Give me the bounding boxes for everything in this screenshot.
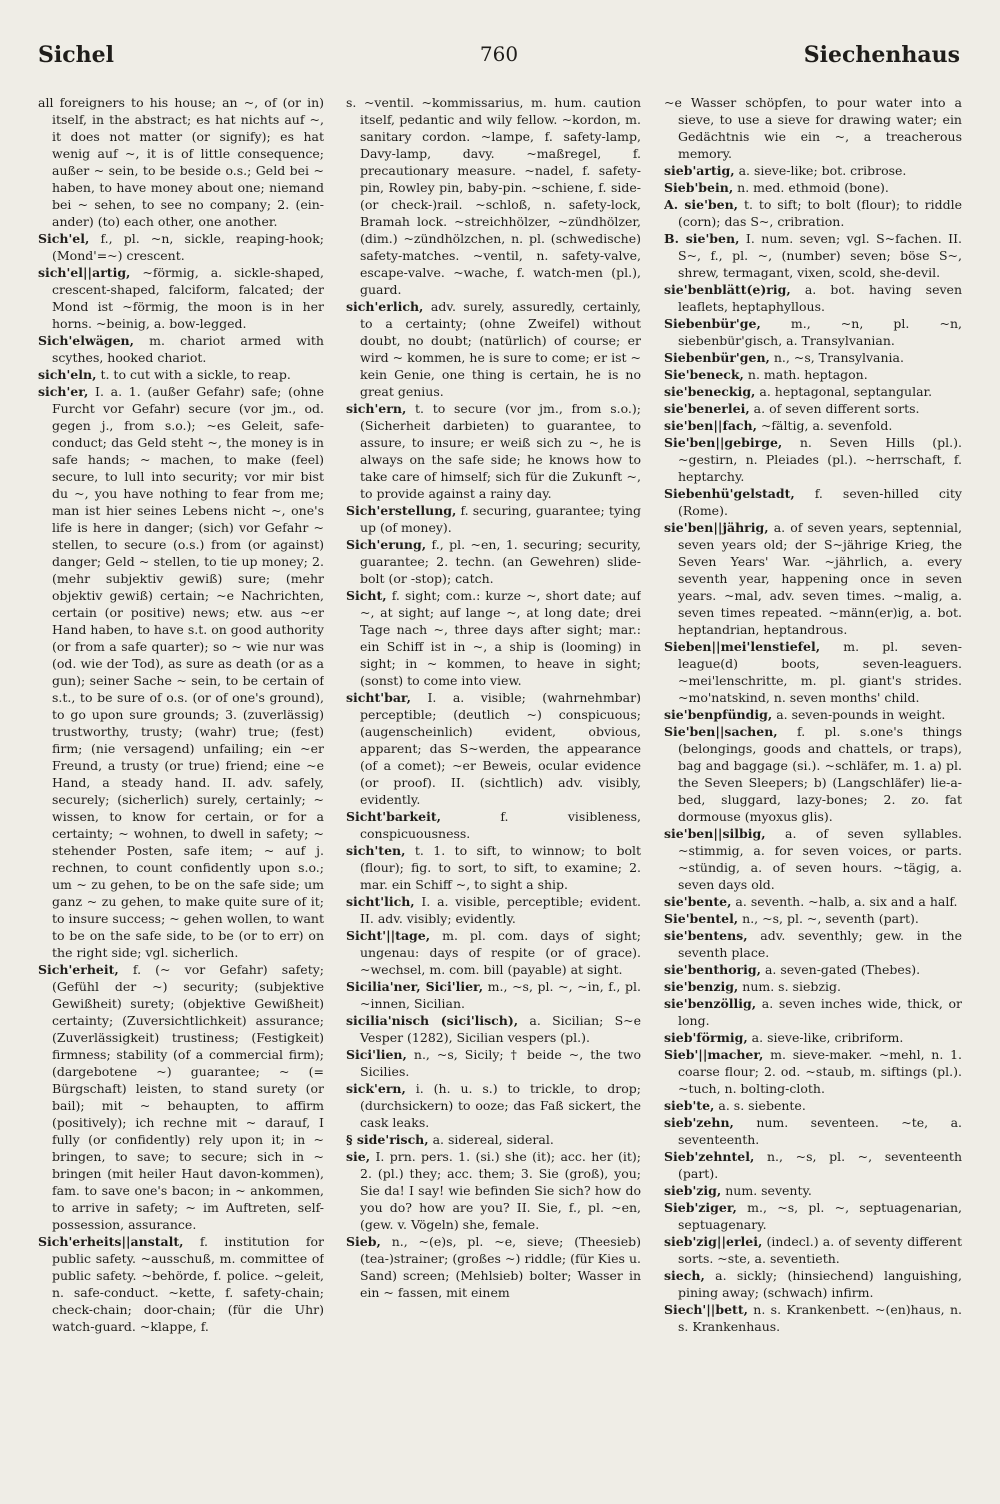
entry-headword: sick'ern,: [346, 1081, 406, 1096]
entry-definition: a. sieve-like, cribriform.: [751, 1030, 904, 1045]
column-left: [38, 94, 324, 1489]
dictionary-entry: [664, 1233, 962, 1267]
dictionary-entry: [38, 383, 324, 961]
column-right: [664, 94, 962, 1489]
entry-headword: sie'benzig,: [664, 979, 739, 994]
dictionary-entry: [664, 1029, 962, 1046]
entry-definition: f. securing, guarantee; tying up (of money).: [360, 503, 641, 535]
dictionary-entry: [38, 230, 324, 264]
dictionary-entry: [664, 162, 962, 179]
entry-definition: t. to sift; to bolt (flour); to riddle (corn); das S~, cribration.: [678, 197, 962, 229]
dictionary-entry: [346, 842, 641, 893]
entry-headword: sich'ten,: [346, 843, 406, 858]
entry-definition: adv. surely, assuredly, certainly, to a certainty; (ohne Zweifel) without doubt, no doubt; (natürlich) of course; er wird ~ kommen, he is sure to come; er ist ~ kein Genie, one thing is certain, he is no great genius.: [360, 299, 641, 399]
entry-definition: m. pl. com. days of sight; ungenau: days of respite (or of grace). ~wechsel, m. com. bill (payable) at sight.: [360, 928, 641, 977]
dictionary-entry: [346, 536, 641, 587]
entry-headword: Sich'erheits||anstalt,: [38, 1234, 184, 1249]
dictionary-entry: [664, 638, 962, 706]
dictionary-entry: [38, 332, 324, 366]
entry-definition: f. pl. s.one's things (belongings, goods and chattels, or traps), bag and baggage (si.). ~schläfer, m. 1. a) pl. the Seven Sleepers; b) (Langschläfer) lie-a-bed, sluggard, lazy-bones; 2. zo. fat dormouse (myoxus glis).: [678, 724, 962, 824]
dictionary-entry: [346, 502, 641, 536]
entry-definition: a. Sicilian; S~e Vesper (1282), Sicilian vespers (pl.).: [360, 1013, 641, 1045]
dictionary-entry: [346, 808, 641, 842]
dictionary-entry: [346, 1148, 641, 1233]
dictionary-entry: [664, 179, 962, 196]
entry-definition: num. s. siebzig.: [742, 979, 841, 994]
entry-headword: sicht'lich,: [346, 894, 415, 909]
dictionary-entry: [664, 978, 962, 995]
entry-headword: A. sie'ben,: [664, 197, 739, 212]
entry-definition: n. s. Krankenbett. ~(en)haus, n. s. Krankenhaus.: [678, 1302, 962, 1334]
entry-headword: Sieb'||macher,: [664, 1047, 764, 1062]
entry-headword: Sich'elwägen,: [38, 333, 134, 348]
dictionary-entry: [346, 927, 641, 978]
entry-definition: s. ~ventil. ~kommissarius, m. hum. caution itself, pedantic and wily fellow. ~kordon, m. sanitary cordon. ~lampe, f. safety-lamp, Davy-lamp, davy. ~maßregel, f. precautionary measure. ~nadel, f. safety-pin, Rowley pin, baby-pin. ~schiene, f. side-(or check-)rail. ~schloß, n. safety-lock, Bramah lock. ~streichhölzer, ~zündhölzer, (dim.) ~zündhölzchen, n. pl. (schwedische) safety-matches. ~ventil, n. safety-valve, escape-valve. ~wache, f. watch-men (pl.), guard.: [346, 95, 641, 297]
dictionary-entry: [664, 1267, 962, 1301]
dictionary-entry: [346, 94, 641, 298]
dictionary-entry: [664, 485, 962, 519]
dictionary-entry: [664, 383, 962, 400]
dictionary-entry: [346, 893, 641, 927]
dictionary-entry: [664, 995, 962, 1029]
entry-headword: Sich'erung,: [346, 537, 427, 552]
entry-definition: m., ~s, pl. ~, ~in, f., pl. ~innen, Sicilian.: [360, 979, 641, 1011]
dictionary-entry: [346, 1131, 641, 1148]
entry-definition: m. sieve-maker. ~mehl, n. 1. coarse flour; 2. od. ~staub, m. siftings (pl.). ~tuch, n. bolting-cloth.: [678, 1047, 962, 1096]
entry-definition: n., ~s, Sicily; † beide ~, the two Sicilies.: [360, 1047, 641, 1079]
dictionary-entry: [664, 196, 962, 230]
entry-definition: a. seventh. ~halb, a. six and a half.: [735, 894, 958, 909]
entry-definition: m. chariot armed with scythes, hooked chariot.: [52, 333, 324, 365]
entry-headword: sich'erlich,: [346, 299, 424, 314]
entry-headword: Sieb'bein,: [664, 180, 734, 195]
column-middle: [346, 94, 641, 1489]
entry-definition: ~förmig, a. sickle-shaped, crescent-shaped, falciform, falcated; der Mond ist ~förmig, the moon is in her horns. ~beinig, a. bow-legged.: [52, 265, 324, 331]
entry-headword: Sieben||mei'lenstiefel,: [664, 639, 821, 654]
entry-definition: adv. seventhly; gew. in the seventh place.: [678, 928, 962, 960]
entry-definition: a. sieve-like; bot. cribrose.: [738, 163, 907, 178]
entry-definition: f. (~ vor Gefahr) safety; (Gefühl der ~) security; (subjektive Gewißheit) surety; (objektive Gewißheit) certainty; (Zuversichtlichkeit) assurance; (Zuverlässigkeit) trustiness; (Festigkeit) firmness; stability (of a commercial firm); (dargebotene ~) guarantee; ~ (= Bürgschaft) leisten, to stand surety (or bail); mit ~ behaupten, to affirm (positively); ich rechne mit ~ darauf, I fully (or confidently) rely upon it; in ~ bringen, to save; to secure; sich in ~ bringen (mit heiler Haut davon-kommen), fam. to save one's bacon; in ~ ankommen, to arrive in safety; ~ im Auftreten, self-possession, assurance.: [52, 962, 324, 1232]
dictionary-entry: [664, 519, 962, 638]
entry-definition: all foreigners to his house; an ~, of (or in) itself, in the abstract; es hat nichts auf ~, it does not matter (or signify); es hat wenig auf ~, it is of little consequence; außer ~ sein, to be beside o.s.; Geld bei ~ haben, to have money about one; niemand bei ~ sehen, to see no company; 2. (ein-ander) (to) each other, one another.: [38, 95, 324, 229]
entry-definition: a. seven inches wide, thick, or long.: [678, 996, 962, 1028]
entry-definition: t. to cut with a sickle, to reap.: [100, 367, 291, 382]
entry-headword: Sich'el,: [38, 231, 90, 246]
entry-definition: n., ~s, pl. ~, seventh (part).: [742, 911, 919, 926]
dictionary-entry: [664, 1199, 962, 1233]
dictionary-entry: [664, 1114, 962, 1148]
entry-headword: sie,: [346, 1149, 371, 1164]
entry-definition: n. math. heptagon.: [747, 367, 868, 382]
entry-definition: num. seventeen. ~te, a. seventeenth.: [678, 1115, 962, 1147]
dictionary-entry: [664, 910, 962, 927]
page-header: [38, 42, 960, 78]
entry-headword: Sie'bentel,: [664, 911, 739, 926]
entry-definition: f. visibleness, conspicuousness.: [360, 809, 641, 841]
dictionary-entry: [664, 281, 962, 315]
entry-headword: Sich'erheit,: [38, 962, 119, 977]
entry-headword: Siebenhü'gelstadt,: [664, 486, 795, 501]
entry-definition: a. of seven different sorts.: [753, 401, 920, 416]
entry-definition: f. institution for public safety. ~ausschuß, m. committee of public safety. ~behörde, f. police. ~geleit, n. safe-conduct. ~kette, f. safety-chain; check-chain; door-chain; (für die Uhr) watch-guard. ~klappe, f.: [52, 1234, 324, 1334]
entry-headword: § side'risch,: [346, 1132, 429, 1147]
dictionary-entry: [38, 264, 324, 332]
entry-definition: a. seven-gated (Thebes).: [764, 962, 921, 977]
entry-definition: (indecl.) a. of seventy different sorts. ~ste, a. seventieth.: [678, 1234, 962, 1266]
entry-headword: sie'benblätt(e)rig,: [664, 282, 791, 297]
dictionary-entry: [346, 1233, 641, 1301]
entry-headword: Siech'||bett,: [664, 1302, 748, 1317]
entry-definition: n. Seven Hills (pl.). ~gestirn, n. Pleiades (pl.). ~herrschaft, f. heptarchy.: [678, 435, 962, 484]
entry-definition: n., ~s, pl. ~, seventeenth (part).: [678, 1149, 962, 1181]
entry-definition: f. seven-hilled city (Rome).: [678, 486, 962, 518]
entry-definition: a. of seven syllables. ~stimmig, a. for seven voices, or parts. ~stündig, a. of seven hours. ~tägig, a. seven days old.: [678, 826, 962, 892]
entry-definition: t. to secure (vor jm., from s.o.); (Sicherheit darbieten) to guarantee, to assure, to insure; er weiß sich zu ~, he is always on the safe side; he knows how to take care of himself; sich für die Zukunft ~, to provide against a rainy day.: [360, 401, 641, 501]
entry-definition: I. num. seven; vgl. S~fachen. II. S~, f., pl. ~, (number) seven; böse S~, shrew, termagant, vixen, scold, she-devil.: [678, 231, 962, 280]
entry-headword: B. sie'ben,: [664, 231, 740, 246]
dictionary-entry: [38, 961, 324, 1233]
entry-headword: sich'el||artig,: [38, 265, 131, 280]
entry-headword: Sieb,: [346, 1234, 381, 1249]
entry-headword: Sicht'||tage,: [346, 928, 431, 943]
entry-headword: sicht'bar,: [346, 690, 411, 705]
dictionary-entry: [664, 1148, 962, 1182]
entry-definition: t. 1. to sift, to winnow; to bolt (flour); fig. to sort, to sift, to examine; 2. mar. ein Schiff ~, to sight a ship.: [360, 843, 641, 892]
dictionary-entry: [664, 893, 962, 910]
entry-headword: Sie'beneck,: [664, 367, 744, 382]
entry-definition: n. med. ethmoid (bone).: [737, 180, 889, 195]
dictionary-entry: [346, 689, 641, 808]
entry-headword: sie'benerlei,: [664, 401, 750, 416]
entry-headword: Sieb'zehntel,: [664, 1149, 755, 1164]
entry-headword: Sieb'ziger,: [664, 1200, 737, 1215]
entry-headword: sich'ern,: [346, 401, 407, 416]
dictionary-entry: [664, 1182, 962, 1199]
entry-headword: Sicht,: [346, 588, 387, 603]
dictionary-entry: [38, 1233, 324, 1335]
dictionary-entry: [664, 927, 962, 961]
entry-definition: a. of seven years, septennial, seven years old; der S~jährige Krieg, the Seven Years' War. ~jährlich, a. every seventh year, happening once in seven years. ~mal, adv. seven times. ~malig, a. seven times repeated. ~männ(er)ig, a. bot. heptandrian, heptandrous.: [678, 520, 962, 637]
entry-headword: Siebenbür'gen,: [664, 350, 770, 365]
dictionary-entry: [664, 961, 962, 978]
entry-headword: Sicht'barkeit,: [346, 809, 441, 824]
entry-definition: n., ~(e)s, pl. ~e, sieve; (Theesieb) (tea-)strainer; (großes ~) riddle; (für Kies u. Sand) screen; (Mehlsieb) bolter; Wasser in ein ~ fassen, mit einem: [360, 1234, 641, 1300]
dictionary-entry: [346, 1080, 641, 1131]
dictionary-entry: [664, 400, 962, 417]
entry-headword: sieb'förmig,: [664, 1030, 748, 1045]
entry-headword: sie'bente,: [664, 894, 732, 909]
entry-definition: f., pl. ~en, 1. securing; security, guarantee; 2. techn. (an Gewehren) slide-bolt (or -stop); catch.: [360, 537, 641, 586]
dictionary-entry: [346, 587, 641, 689]
entry-definition: a. heptagonal, septangular.: [759, 384, 933, 399]
entry-definition: m., ~n, pl. ~n, siebenbür'gisch, a. Transylvanian.: [678, 316, 962, 348]
entry-headword: sie'ben||fach,: [664, 418, 757, 433]
header-right-guideword: Siechenhaus: [803, 42, 960, 68]
dictionary-entry: [346, 298, 641, 400]
entry-headword: siech,: [664, 1268, 705, 1283]
dictionary-entry: [346, 1012, 641, 1046]
entry-headword: sieb'zig||erlei,: [664, 1234, 763, 1249]
entry-definition: num. seventy.: [725, 1183, 812, 1198]
entry-headword: Sici'lien,: [346, 1047, 407, 1062]
entry-headword: sieb'te,: [664, 1098, 715, 1113]
entry-headword: sieb'artig,: [664, 163, 735, 178]
entry-definition: i. (h. u. s.) to trickle, to drop; (durchsickern) to ooze; das Faß sickert, the cask leaks.: [360, 1081, 641, 1130]
entry-headword: sicilia'nisch (sici'lisch),: [346, 1013, 519, 1028]
entry-headword: sie'ben||jährig,: [664, 520, 769, 535]
entry-headword: sie'benzöllig,: [664, 996, 757, 1011]
page-number: 760: [479, 42, 519, 66]
dictionary-entry: [664, 1046, 962, 1097]
entry-headword: sie'benthorig,: [664, 962, 761, 977]
entry-headword: sie'ben||silbig,: [664, 826, 766, 841]
dictionary-entry: [664, 315, 962, 349]
dictionary-entry: [346, 978, 641, 1012]
dictionary-entry: [664, 723, 962, 825]
entry-headword: Sie'ben||sachen,: [664, 724, 778, 739]
entry-definition: ~fältig, a. sevenfold.: [760, 418, 893, 433]
entry-headword: sieb'zehn,: [664, 1115, 734, 1130]
entry-definition: f. sight; com.: kurze ~, short date; auf ~, at sight; auf lange ~, at long date; drei Tage nach ~, three days after sight; mar.: ein Schiff ist in ~, a ship is (looming) in sight; in ~ kommen, to heave in sight; (sonst) to come into view.: [360, 588, 641, 688]
entry-definition: I. prn. pers. 1. (si.) she (it); acc. her (it); 2. (pl.) they; acc. them; 3. Sie (groß), you; Sie da! I say! wie befinden Sie sich? how do you do? how are you? II. Sie, f., pl. ~en, (gew. v. Vögeln) she, female.: [360, 1149, 641, 1232]
entry-definition: a. seven-pounds in weight.: [776, 707, 946, 722]
entry-definition: m., ~s, pl. ~, septuagenarian, septuagenary.: [678, 1200, 962, 1232]
entry-headword: sie'benpfündig,: [664, 707, 773, 722]
dictionary-entry: [664, 366, 962, 383]
dictionary-entry: [38, 366, 324, 383]
dictionary-entry: [664, 434, 962, 485]
entry-definition: ~e Wasser schöpfen, to pour water into a sieve, to use a sieve for drawing water; ein Gedächtnis wie ein ~, a treacherous memory.: [664, 95, 962, 161]
entry-headword: sich'eln,: [38, 367, 97, 382]
header-left-guideword: Sichel: [38, 42, 114, 68]
dictionary-entry: [664, 417, 962, 434]
entry-headword: Sicilia'ner, Sici'lier,: [346, 979, 484, 994]
entry-definition: m. pl. seven-league(d) boots, seven-leaguers. ~mei'lenschritte, m. pl. giant's strides. ~mo'natskind, n. seven months' child.: [678, 639, 962, 705]
entry-headword: sieb'zig,: [664, 1183, 722, 1198]
entry-headword: sich'er,: [38, 384, 89, 399]
entry-headword: Sich'erstellung,: [346, 503, 457, 518]
entry-headword: sie'bentens,: [664, 928, 748, 943]
entry-definition: a. sidereal, sideral.: [432, 1132, 554, 1147]
entry-definition: a. bot. having seven leaflets, heptaphyllous.: [678, 282, 962, 314]
dictionary-entry: [664, 1301, 962, 1335]
dictionary-entry: [664, 825, 962, 893]
entry-headword: Sie'ben||gebirge,: [664, 435, 783, 450]
entry-definition: I. a. visible, perceptible; evident. II. adv. visibly; evidently.: [360, 894, 641, 926]
entry-definition: a. sickly; (hinsiechend) languishing, pining away; (schwach) infirm.: [678, 1268, 962, 1300]
dictionary-entry: [664, 230, 962, 281]
entry-definition: n., ~s, Transylvania.: [773, 350, 904, 365]
dictionary-entry: [38, 94, 324, 230]
dictionary-entry: [346, 1046, 641, 1080]
dictionary-entry: [664, 94, 962, 162]
entry-headword: Siebenbür'ge,: [664, 316, 761, 331]
dictionary-entry: [346, 400, 641, 502]
entry-definition: I. a. visible; (wahrnehmbar) perceptible; (deutlich ~) conspicuous; (augenscheinlich) evident, obvious, apparent; das S~werden, the appearance (of a comet); ~er Beweis, ocular evidence (or proof). II. (sichtlich) adv. visibly, evidently.: [360, 690, 641, 807]
entry-definition: a. s. siebente.: [718, 1098, 806, 1113]
dictionary-entry: [664, 706, 962, 723]
entry-definition: I. a. 1. (außer Gefahr) safe; (ohne Furcht vor Gefahr) secure (vor jm., od. gegen j., from s.o.); ~es Geleit, safe-conduct; das Geld steht ~, the money is in safe hands; ~ machen, to make (feel) secure, to lull into security; vor mir bist du ~, you have nothing to fear from me; man ist hier seines Lebens nicht ~, one's life is here in danger; (sich) vor Gefahr ~ stellen, to secure (o.s.) from (or against) danger; Geld ~ stellen, to tie up money; 2. (mehr subjektiv gewiß) sure; (mehr objektiv gewiß) certain; ~e Nachrichten, certain (or positive) news; etw. aus ~er Hand haben, to have s.t. on good authority (or from a safe quarter); so ~ wie nur was (od. wie der Tod), as sure as death (or as a gun); seiner Sache ~ sein, to be certain of s.t., to be sure of o.s. (or of one's ground), to go upon sure grounds; 3. (zuverlässig) trustworthy, trusty; (wahr) true; (fest) firm; (nie versagend) unfailing; ein ~er Freund, a trusty (or true) friend; eine ~e Hand, a steady hand. II. adv. safely, securely; (sicherlich) surely, certainly; ~ wissen, to know for certain, or for a certainty; ~ wohnen, to dwell in safety; ~ stehender Posten, safe item; ~ auf j. rechnen, to count confidently upon s.o.; um ~ zu gehen, to be on the safe side; um ganz ~ zu gehen, to make quite sure of it; to insure success; ~ gehen wollen, to want to be on the safe side, to be (or to err) on the right side; vgl. sicherlich.: [52, 384, 324, 960]
dictionary-entry: [664, 349, 962, 366]
entry-headword: sie'beneckig,: [664, 384, 756, 399]
dictionary-entry: [664, 1097, 962, 1114]
entry-definition: f., pl. ~n, sickle, reaping-hook; (Mond'=~) crescent.: [52, 231, 324, 263]
